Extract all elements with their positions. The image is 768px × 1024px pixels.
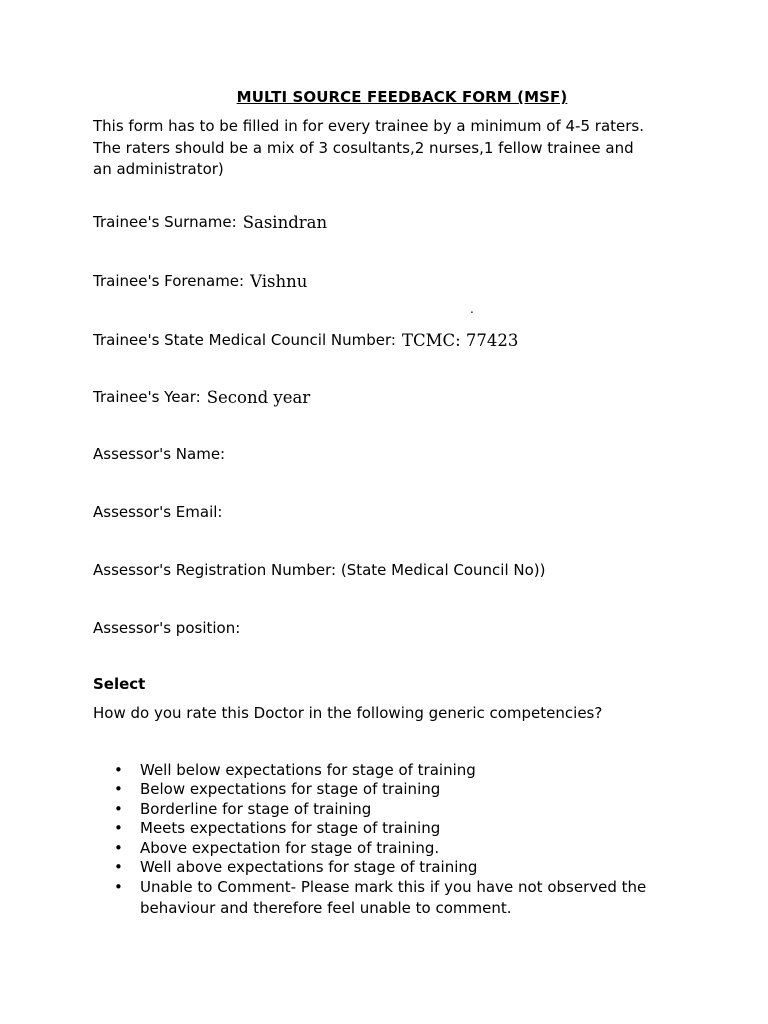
field-assessor-email (93, 502, 228, 521)
field-label: Assessor's Name: (93, 445, 226, 463)
rating-options-list (114, 761, 714, 919)
bullet-icon: • (114, 799, 123, 818)
list-item (114, 877, 714, 919)
option-text: Borderline for stage of training (140, 799, 372, 818)
field-trainee-surname (93, 212, 327, 231)
field-value: Vishnu (250, 272, 308, 291)
field-trainee-year (93, 387, 310, 406)
bullet-icon: • (114, 780, 123, 799)
bullet-icon: • (114, 819, 123, 838)
field-value: TCMC: 77423 (401, 331, 519, 350)
option-text: Above expectation for stage of training. (140, 838, 440, 857)
field-label: Trainee's State Medical Council Number: (93, 331, 396, 349)
option-text-continued: behaviour and therefore feel unable to comment. (140, 899, 512, 918)
field-assessor-name (93, 444, 231, 463)
bullet-icon: • (114, 761, 123, 779)
list-item (114, 839, 714, 858)
field-label: Assessor's Email: (93, 503, 223, 521)
option-text: Well above expectations for stage of training (140, 858, 478, 877)
option-text: Unable to Comment- Please mark this if you have not observed the (140, 878, 647, 897)
field-trainee-forename (93, 271, 307, 290)
field-label: Trainee's Year: (93, 388, 201, 406)
intro-line: This form has to be filled in for every trainee by a minimum of 4-5 raters. (93, 117, 645, 135)
option-text: Below expectations for stage of training (140, 780, 441, 799)
field-label: Assessor's position: (93, 619, 241, 637)
field-label: Assessor's Registration Number: (State Medical Council No)) (93, 561, 546, 579)
bullet-icon: • (114, 858, 123, 877)
option-text: Well below expectations for stage of training (140, 761, 476, 779)
field-label: Trainee's Surname: (93, 213, 237, 231)
stray-dot: . (470, 302, 474, 316)
field-assessor-position (93, 618, 246, 637)
option-text: Meets expectations for stage of training (140, 819, 441, 838)
field-assessor-registration (93, 560, 552, 579)
rating-question: How do you rate this Doctor in the following generic competencies? (93, 704, 603, 722)
field-trainee-council-number (93, 330, 518, 349)
field-label: Trainee's Forename: (93, 272, 245, 290)
form-title: MULTI SOURCE FEEDBACK FORM (MSF) (236, 88, 568, 106)
intro-line: an administrator) (93, 160, 224, 178)
list-item (114, 761, 714, 780)
select-heading: Select (93, 675, 146, 693)
intro-line: The raters should be a mix of 3 cosultants,2 nurses,1 fellow trainee and (93, 138, 634, 157)
field-value: Sasindran (242, 213, 328, 232)
list-item (114, 819, 714, 838)
bullet-icon: • (114, 878, 123, 897)
list-item (114, 800, 714, 819)
bullet-icon: • (114, 838, 123, 857)
list-item (114, 858, 714, 877)
list-item (114, 780, 714, 799)
field-value: Second year (206, 388, 311, 407)
form-intro (93, 116, 693, 181)
